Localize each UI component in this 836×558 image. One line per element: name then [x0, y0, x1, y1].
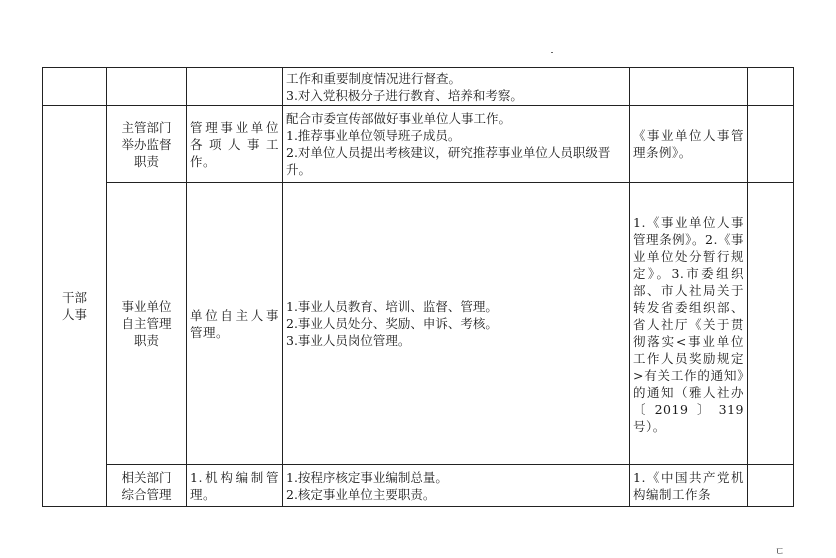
remark-cell [748, 465, 794, 507]
basis-text: 1.《事业单位人事管理条例》。2.《事业单位处分暂行规定》。3.市委组织部、市人社局关于转发省委组织部、省人社厅《关于贯彻落实<事业单位工作人员奖励规定>有关工作的通知》的通知（雅人社办〔2019〕319号）。 [633, 215, 744, 434]
type-line: 职责 [133, 333, 159, 348]
item-text: 单位自主人事管理。 [190, 307, 279, 340]
item-text: 管理事业单位各项人事工作。 [190, 119, 279, 169]
remark-cell [748, 183, 794, 465]
type-cell [107, 465, 187, 507]
page-corner-mark: ㄷ [775, 547, 785, 558]
basis-cell [630, 465, 748, 507]
content-cell [283, 465, 630, 507]
category-line: 干部 [61, 290, 87, 305]
basis-text: 1.《中国共产党机构编制工作条 [633, 469, 744, 502]
category-line: 人事 [61, 307, 87, 322]
type-line: 职责 [133, 153, 159, 169]
content-cell [283, 183, 630, 465]
type-cell [107, 183, 187, 465]
type-cell-continued [107, 68, 187, 106]
content-cell [283, 106, 630, 183]
type-line: 事业单位 [121, 299, 172, 314]
item-cell-continued [187, 68, 283, 106]
remark-cell [748, 106, 794, 183]
type-line: 自主管理 [121, 316, 172, 331]
type-line: 综合管理 [121, 486, 172, 502]
table-row [43, 183, 794, 465]
content-line: 2.事业人员处分、奖励、申诉、考核。 [286, 316, 498, 331]
category-cell [43, 106, 107, 507]
type-line: 举办监督 [121, 136, 172, 152]
table-row [43, 68, 794, 106]
content-line: 1.事业人员教育、培训、监督、管理。 [286, 299, 498, 314]
type-line: 相关部门 [121, 469, 172, 485]
table-row [43, 465, 794, 507]
content-line: 2.核定事业单位主要职责。 [286, 486, 436, 502]
responsibility-table [42, 67, 794, 507]
remark-cell [748, 68, 794, 106]
basis-text: 《事业单位人事管理条例》。 [633, 128, 744, 160]
table-row [43, 106, 794, 183]
scan-speck [551, 52, 553, 53]
item-cell [187, 465, 283, 507]
content-line: 1.按程序核定事业编制总量。 [286, 469, 448, 485]
content-line: 配合市委宣传部做好事业单位人事工作。 [286, 111, 512, 126]
content-line: 工作和重要制度情况进行督查。 [286, 70, 462, 86]
basis-cell [630, 68, 748, 106]
item-text: 1.机构编制管理。 [190, 469, 279, 502]
item-cell [187, 106, 283, 183]
content-line: 1.推荐事业单位领导班子成员。 [286, 128, 461, 143]
content-line: 3.对入党积极分子进行教育、培养和考察。 [286, 87, 523, 103]
content-line: 2.对单位人员提出考核建议，研究推荐事业单位人员职级晋升。 [286, 145, 611, 177]
item-cell [187, 183, 283, 465]
content-cell [283, 68, 630, 106]
type-cell [107, 106, 187, 183]
basis-cell [630, 183, 748, 465]
type-line: 主管部门 [121, 119, 172, 135]
content-line: 3.事业人员岗位管理。 [286, 333, 411, 348]
basis-cell [630, 106, 748, 183]
category-cell-continued [43, 68, 107, 106]
